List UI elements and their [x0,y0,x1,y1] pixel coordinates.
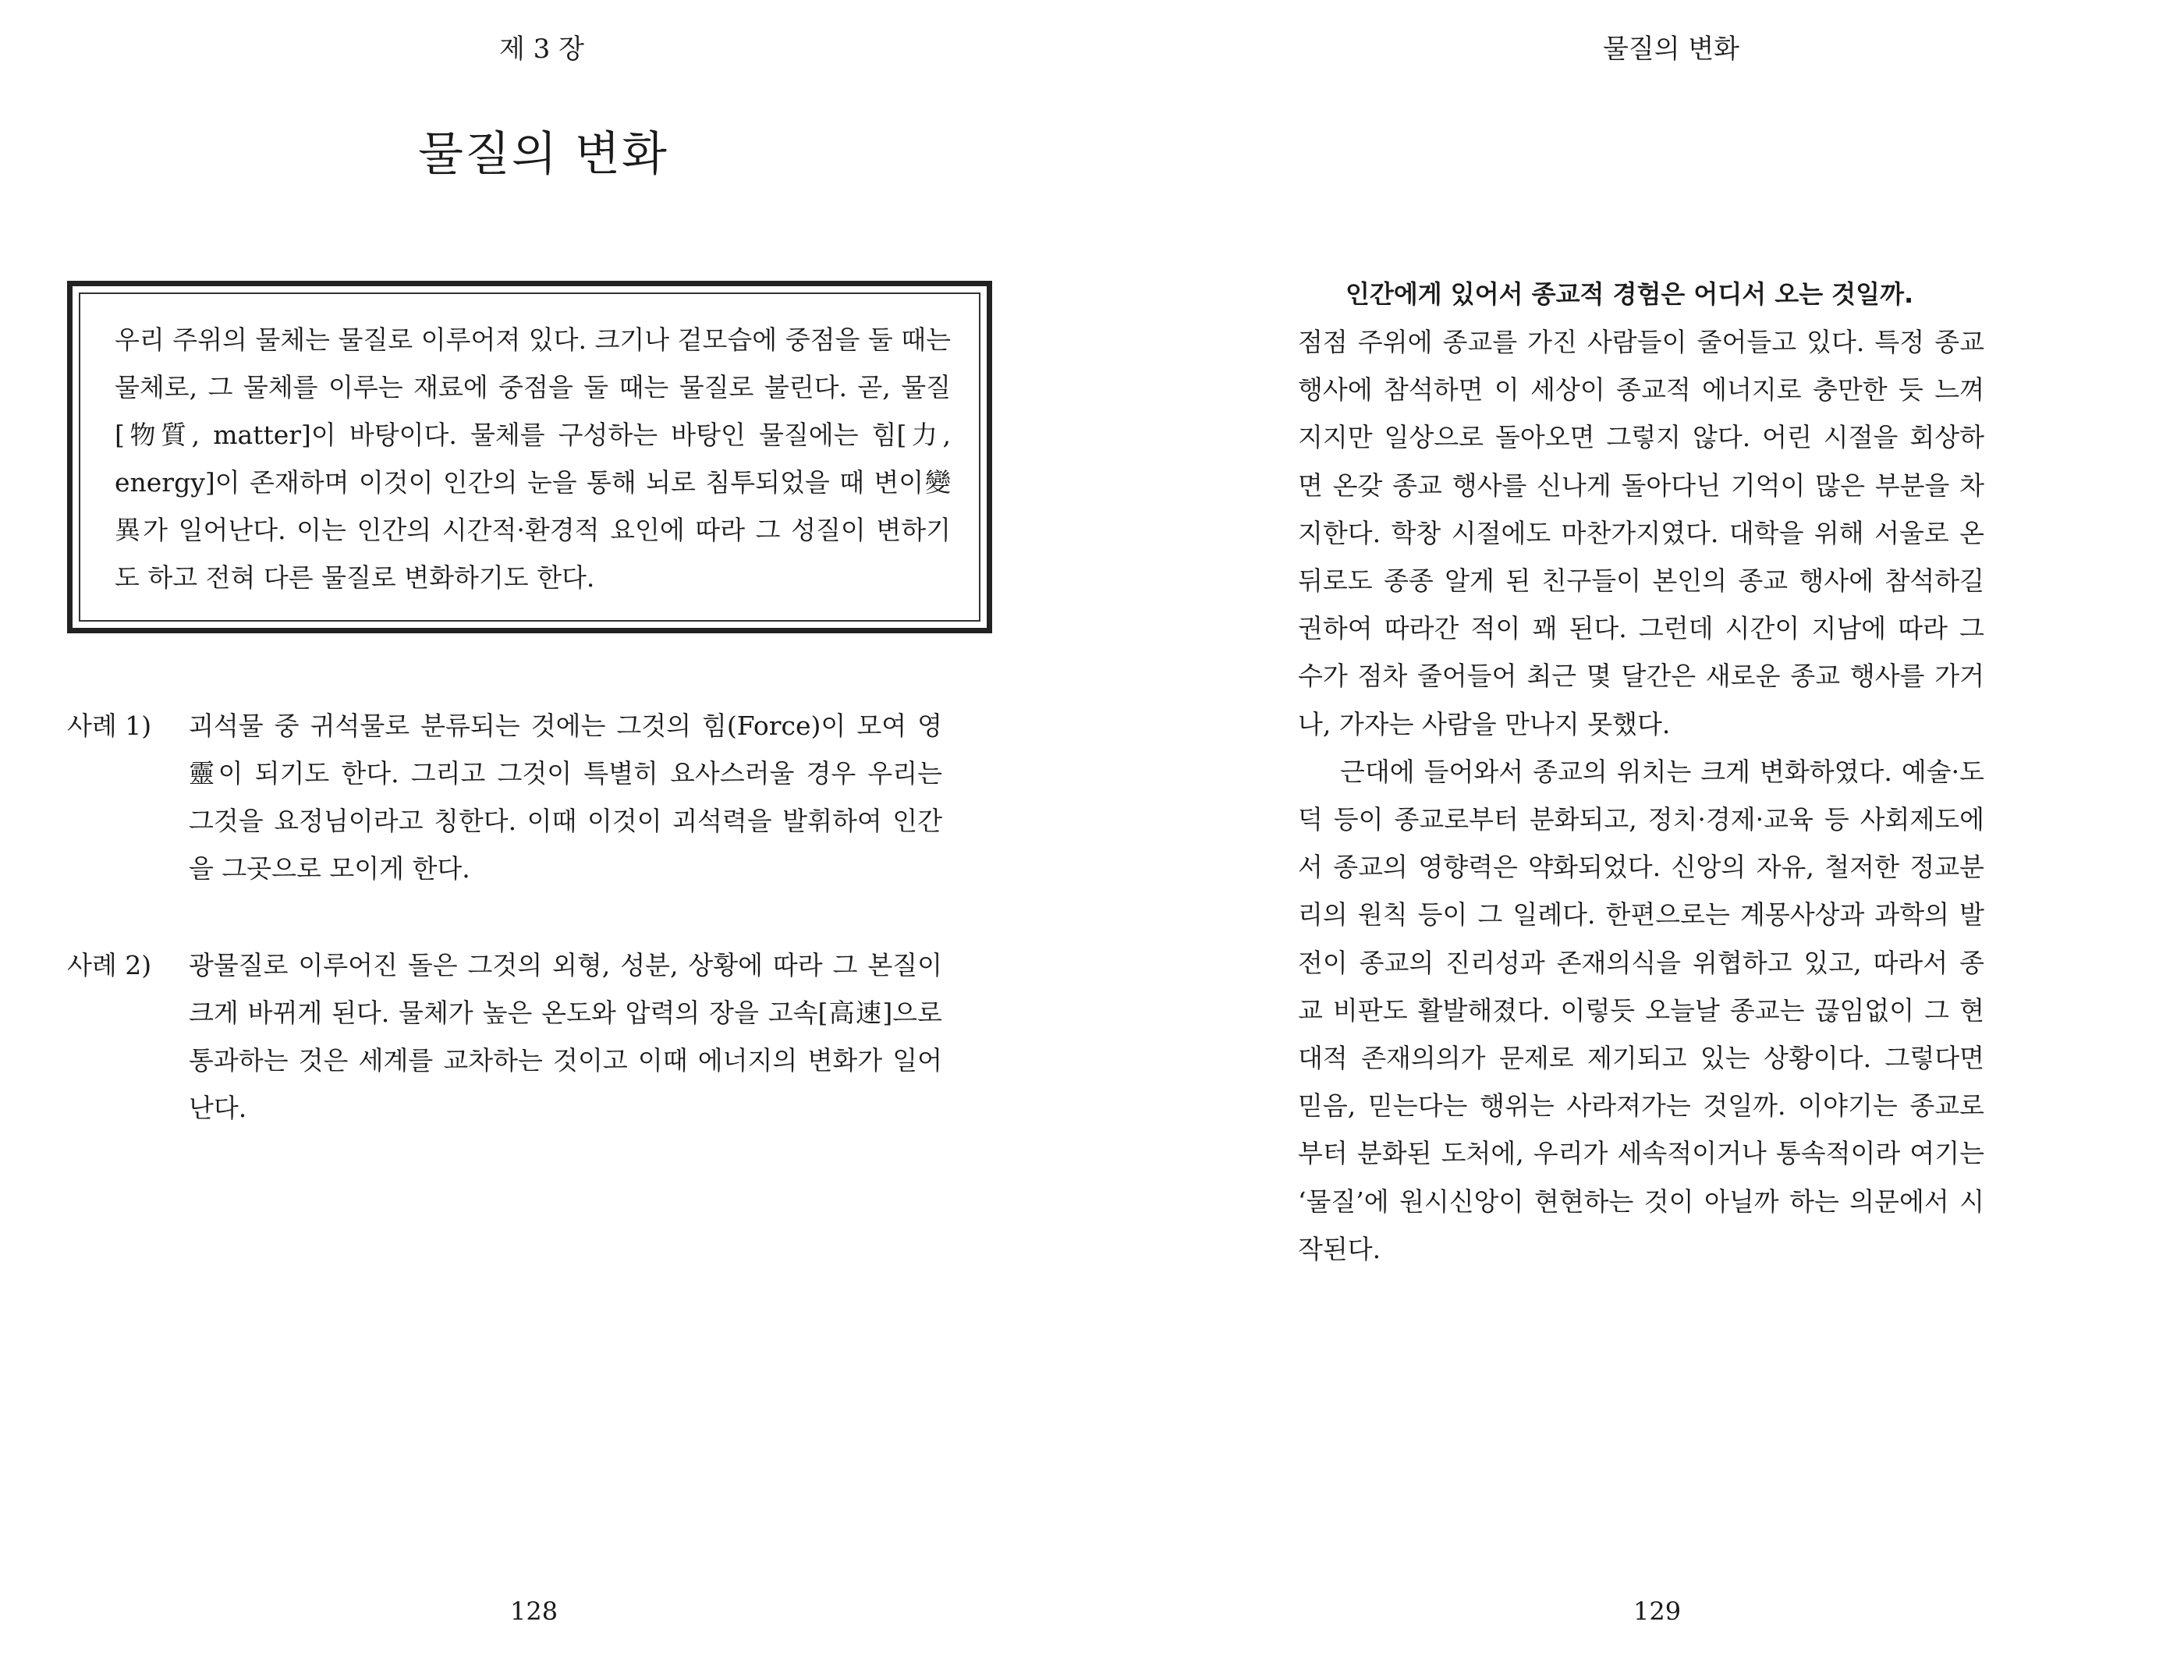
intro-box [67,281,992,633]
page-number-right: 129 [1633,1597,1682,1626]
intro-box-text: 우리 주위의 물체는 물질로 이루어져 있다. 크기나 겉모습에 중점을 둘 때는 물체로, 그 물체를 이루는 재료에 중점을 둘 때는 물질로 불린다. 곧, 물질 [物質, matter]이 바탕이다. 물체를 구성하는 바탕인 물질에는 힘[力, energy]이 존재하며 이것이 인간의 눈을 통해 뇌로 침투되었을 때 변이變異가 일어난다. 이는 인간의 시간적·환경적 요인에 따라 그 성질이 변하기도 하고 전혀 다른 물질로 변화하기도 한다. [115,324,951,593]
page-number-left: 128 [510,1597,558,1626]
running-head-title: 물질의 변화 [1603,34,1740,65]
case-1-label: 사례 1) [67,711,152,741]
body-text [1298,318,1984,1273]
case-2-text: 광물질로 이루어진 돌은 그것의 외형, 성분, 상황에 따라 그 본질이 크게 바뀌게 된다. 물체가 높은 온도와 압력의 장을 고속[高速]으로 통과하는 것은 세계를 교차하는 것이고 이때 에너지의 변화가 일어난다. [189,950,942,1123]
right-page [1092,0,2184,1680]
running-head-chapter: 제 3 장 [499,34,584,65]
body-paragraph-1: 점점 주위에 종교를 가진 사람들이 줄어들고 있다. 특정 종교 행사에 참석하면 이 세상이 종교적 에너지로 충만한 듯 느껴지지만 일상으로 돌아오면 그렇지 않다. 어린 시절을 회상하면 온갖 종교 행사를 신나게 돌아다닌 기억이 많은 부분을 차지한다. 학창 시절에도 마찬가지였다. 대학을 위해 서울로 온 뒤로도 종종 알게 된 친구들이 본인의 종교 행사에 참석하길 권하여 따라간 적이 꽤 된다. 그런데 시간이 지남에 따라 그 수가 점차 줄어들어 최근 몇 달간은 새로운 종교 행사를 가거나, 가자는 사람을 만나지 못했다. [1298,327,1984,739]
case-2-label: 사례 2) [67,950,152,980]
case-1-text: 괴석물 중 귀석물로 분류되는 것에는 그것의 힘(Force)이 모여 영靈이 되기도 한다. 그리고 그것이 특별히 요사스러울 경우 우리는 그것을 요정님이라고 칭한다. 이때 이것이 괴석력을 발휘하여 인간을 그곳으로 모이게 한다. [189,711,942,884]
section-question: 인간에게 있어서 종교적 경험은 어디서 오는 것일까. [1346,279,1914,309]
body-paragraph-2: 근대에 들어와서 종교의 위치는 크게 변화하였다. 예술·도덕 등이 종교로부터 분화되고, 정치·경제·교육 등 사회제도에서 종교의 영향력은 약화되었다. 신앙의 자유, 철저한 정교분리의 원칙 등이 그 일례다. 한편으로는 계몽사상과 과학의 발전이 종교의 진리성과 존재의식을 위협하고 있고, 따라서 종교 비판도 활발해졌다. 이렇듯 오늘날 종교는 끊임없이 그 현대적 존재의의가 문제로 제기되고 있는 상황이다. 그렇다면 믿음, 믿는다는 행위는 사라져가는 것일까. 이야기는 종교로부터 분화된 도처에, 우리가 세속적이거나 통속적이라 여기는 ‘물질’에 원시신앙이 현현하는 것이 아닐까 하는 의문에서 시작된다. [1298,756,1984,1264]
chapter-title: 물질의 변화 [418,127,668,182]
